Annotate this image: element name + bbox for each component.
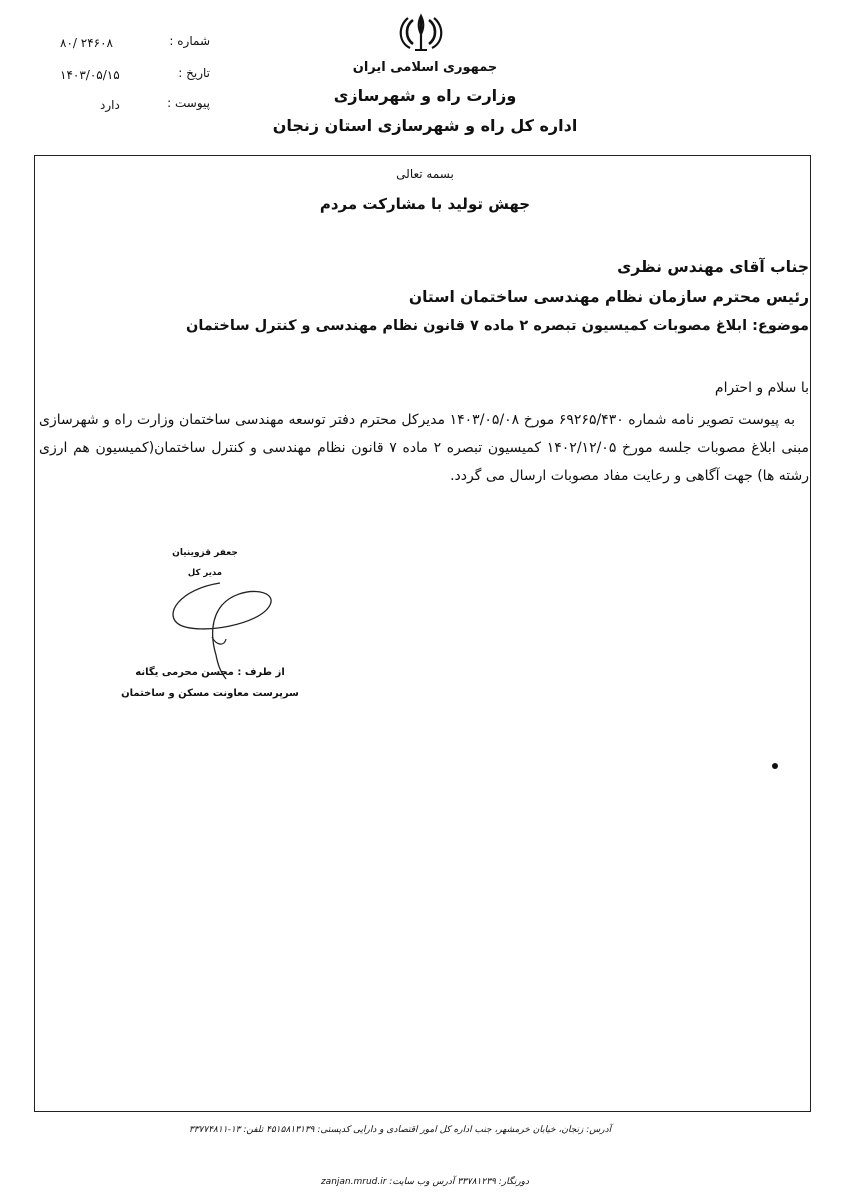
department-name: اداره کل راه و شهرسازی استان زنجان — [272, 116, 578, 135]
bullet-mark — [772, 763, 778, 769]
signer-title: مدیر کل — [187, 568, 223, 578]
letter-date-row — [40, 66, 210, 86]
letter-number-row — [40, 34, 210, 54]
signer-name: جعفر قزوینیان — [172, 548, 238, 558]
letter-number-value: ۲۴۶۰۸ /۸۰ — [60, 36, 113, 50]
footer-address: آدرس: زنجان، خیابان خرمشهر، جنب اداره کل امور اقتصادی و دارایی کدپستی: ۴۵۱۵۸۱۳۱۳۹ تلفن: ۱۳-۳۳۷۷۴۸۱۱ — [188, 1125, 612, 1135]
attachment-row — [40, 96, 210, 116]
letter-body-text: به پیوست تصویر نامه شماره ۶۹۲۶۵/۴۳۰ مورخ ۱۴۰۳/۰۵/۰۸ مدیرکل محترم دفتر توسعه مهندسی ساختمان وزارت راه و شهرسازی مبنی ابلاغ مصوبات جلسه مورخ ۱۴۰۲/۱۲/۰۵ کمیسیون تبصره ۲ ماده ۷ قانون نظام مهندسی و کنترل ساختمان(کمیسیون هم ارزی رشته ها) جهت آگاهی و رعایت مفاد مصوبات ارسال می گردد. — [39, 412, 810, 484]
ministry-name: وزارت راه و شهرسازی — [333, 86, 517, 105]
letter-body — [39, 406, 809, 490]
bismillah: بسمه تعالی — [396, 167, 454, 181]
letter-subject: موضوع: ابلاغ مصوبات کمیسیون تبصره ۲ ماده ۷ قانون نظام مهندسی و کنترل ساختمان — [185, 318, 809, 334]
year-slogan: جهش تولید با مشارکت مردم — [319, 195, 531, 213]
letter-number-label: شماره : — [169, 34, 210, 48]
salutation: با سلام و احترام — [714, 380, 809, 396]
signer-department: سرپرست معاونت مسکن و ساختمان — [121, 688, 299, 699]
letter-date-value: ۱۴۰۳/۰۵/۱۵ — [60, 68, 120, 82]
attachment-label: پیوست : — [167, 96, 210, 110]
recipient-name: جناب آقای مهندس نظری — [617, 258, 809, 276]
on-behalf-of: از طرف : محسن محرمی یگانه — [135, 667, 285, 678]
attachment-value: دارد — [100, 98, 120, 112]
country-name: جمهوری اسلامی ایران — [352, 60, 498, 75]
letter-date-label: تاریخ : — [178, 66, 210, 80]
footer-website: دورنگار: ۳۳۷۸۱۲۳۹ آدرس وب سایت: zanjan.mrud.ir — [320, 1177, 530, 1187]
iran-emblem-icon — [396, 12, 446, 56]
recipient-title: رئیس محترم سازمان نظام مهندسی ساختمان استان — [408, 288, 809, 306]
